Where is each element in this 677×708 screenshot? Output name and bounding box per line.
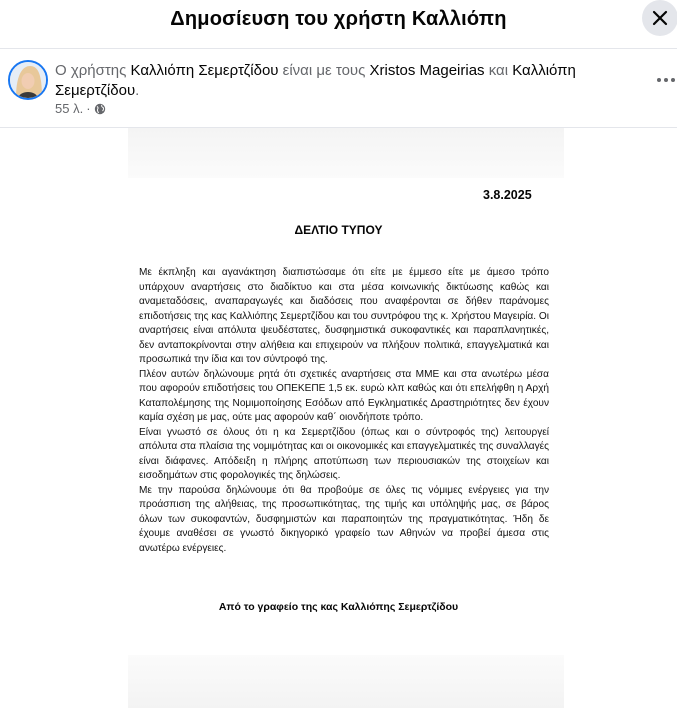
friend-link-2[interactable]: Καλλιόπη Σεμερτζίδου bbox=[55, 62, 576, 99]
headline-suffix: . bbox=[135, 82, 140, 99]
more-horizontal-icon bbox=[656, 77, 676, 83]
more-options-button[interactable] bbox=[655, 69, 677, 91]
document-paragraph: Είναι γνωστό σε όλους ότι η κα Σεμερτζίδου (όπως και ο σύντροφός της) λειτουργεί απόλυτα στα πλαίσια της νομιμότητας και οι οικονομικές και επαγγελματικές της συναλλαγές είναι διάφανες. Απόδειξη η πλήρης αποτύπωση των περιουσιακών της στοιχείων και εισοδημάτων στις φορολογικές της δηλώσεις. bbox=[139, 426, 549, 481]
author-link[interactable]: Καλλιόπη Σεμερτζίδου bbox=[130, 62, 279, 79]
profile-photo-icon bbox=[10, 62, 46, 98]
post-headline bbox=[55, 61, 635, 101]
document-heading: ΔΕΛΤΙΟ ΤΥΠΟΥ bbox=[294, 223, 383, 237]
post-time[interactable]: 55 λ. bbox=[55, 101, 84, 116]
post-image[interactable] bbox=[0, 128, 677, 708]
document-date: 3.8.2025 bbox=[483, 188, 532, 202]
avatar[interactable] bbox=[8, 60, 48, 100]
headline-prefix: Ο χρήστης bbox=[55, 62, 131, 79]
headline-middle: είναι με τους bbox=[278, 62, 370, 79]
top-bar bbox=[0, 0, 677, 49]
document-signature: Από το γραφείο της κας Καλλιόπης Σεμερτζίδου bbox=[218, 601, 459, 613]
friend-link-1[interactable]: Xristos Mageirias bbox=[369, 62, 485, 79]
page-title: Δημοσίευση του χρήστη Καλλιόπη bbox=[170, 8, 507, 30]
image-top-edge bbox=[128, 128, 564, 178]
image-bottom-edge bbox=[128, 655, 564, 708]
post-header bbox=[0, 49, 677, 128]
document-paragraph: Πλέον αυτών δηλώνουμε ρητά ότι σχετικές αναρτήσεις στα ΜΜΕ και στα ανωτέρω μέσα που αφορούν επιδοτήσεις του ΟΠΕΚΕΠΕ 1,5 εκ. ευρώ κλπ καθώς και ότι επελήφθη η Αρχή Καταπολέμησης της Νομιμοποίησης Εσόδων από Εγκληματικές Δραστηριότητες δεν έχουν καμία σχέση με μας, ούτε μας αφορούν καθ΄ οιονδήποτε τρόπο. bbox=[139, 368, 549, 423]
close-button[interactable] bbox=[642, 0, 677, 36]
post-meta bbox=[55, 101, 106, 116]
document-paragraph: Με την παρούσα δηλώνουμε ότι θα προβούμε σε όλες τις νόμιμες ενέργειες για την προάσπιση της αλήθειας, της προσωπικότητας, της τιμής και υπόληψής μας, σε βάρος όλων των συκοφαντών, δυσφημιστών και παραποιητών της πραγματικότητας. Ήδη δε έχουμε αναθέσει σε γνωστό δικηγορικό γραφείο των Αθηνών να προβεί άμεσα στις ανωτέρω ενέργειες. bbox=[139, 484, 549, 554]
globe-icon[interactable] bbox=[94, 103, 106, 115]
document-paragraph: Με έκπληξη και αγανάκτηση διαπιστώσαμε ότι είτε με έμμεσο είτε με άμεσο τρόπο υπάρχουν αναρτήσεις στο διαδίκτυο και στα μέσα κοινωνικής δικτύωσης καθώς και αναμεταδόσεις, αναπαραγωγές και διαδόσεις που αναφέρονται σε δήθεν παράνομες επιδοτήσεις της κας Καλλιόπης Σεμερτζίδου και του συντρόφου της κ. Χρήστου Μαγειρία. Οι αναρτήσεις είναι απόλυτα ψευδέστατες, δυσφημιστικά συκοφαντικές και παραπλανητικές, δεν ανταποκρίνονται στην αλήθεια και επιχειρούν να πλήξουν πολιτικά, επαγγελματικά και προσωπικά την ίδια και τον σύντροφό της. bbox=[139, 267, 549, 365]
close-icon bbox=[651, 9, 669, 27]
meta-separator: · bbox=[86, 101, 91, 116]
document-body bbox=[139, 266, 549, 556]
headline-conj: και bbox=[484, 62, 513, 79]
